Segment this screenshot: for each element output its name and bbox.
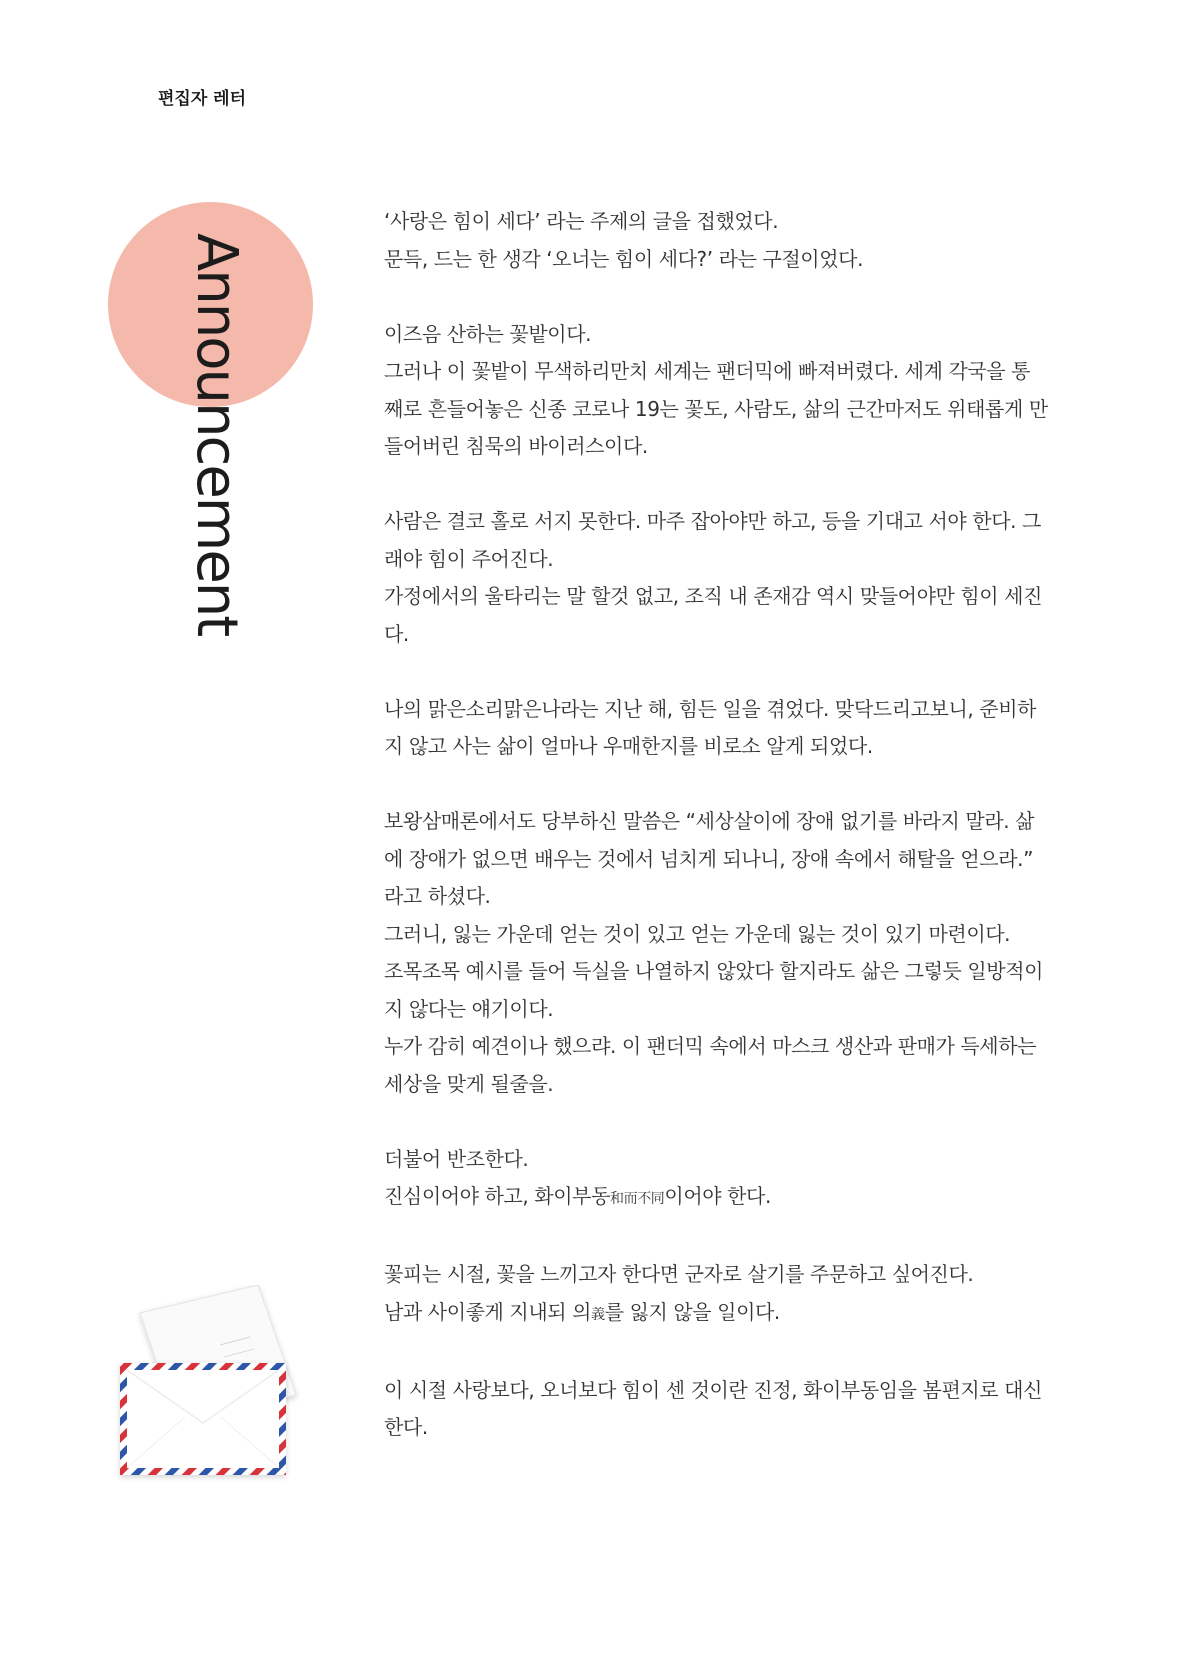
- text-line: 한다.: [384, 1415, 428, 1439]
- text-line: 세상을 맞게 될줄을.: [384, 1071, 554, 1096]
- text-line: 그러나 이 꽃밭이 무색하리만치 세계는 팬더믹에 빠져버렸다. 세계 각국을 통: [384, 359, 1031, 383]
- text-line: [384, 1178, 1064, 1219]
- text-line: 라고 하셨다.: [384, 884, 491, 908]
- text-line: 째로 흔들어놓은 신종 코로나 19는 꽃도, 사람도, 삶의 근간마저도 위태롭게 만: [384, 396, 1048, 421]
- text-line: 누가 감히 예견이나 했으랴. 이 팬더믹 속에서 마스크 생산과 판매가 득세하는: [384, 1034, 1037, 1058]
- text-line: 꽃피는 시절, 꽃을 느끼고자 한다면 군자로 살기를 주문하고 싶어진다.: [384, 1262, 974, 1286]
- text-line: 보왕삼매론에서도 당부하신 말씀은 “세상살이에 장애 없기를 바라지 말라. 삶: [384, 809, 1035, 833]
- text-line: 들어버린 침묵의 바이러스이다.: [384, 434, 648, 458]
- text-segment: 이어야 한다.: [664, 1184, 771, 1208]
- envelope-illustration: [100, 1285, 310, 1485]
- hanja-text: 義: [591, 1306, 605, 1323]
- text-line: 지 않다는 얘기이다.: [384, 996, 554, 1021]
- section-label: 편집자 레터: [158, 89, 247, 109]
- text-line: 래야 힘이 주어진다.: [384, 546, 554, 571]
- paragraph: [384, 1141, 1064, 1219]
- text-line: 조목조목 예시를 들어 득실을 나열하지 않았다 할지라도 삶은 그렇듯 일방적이: [384, 959, 1044, 983]
- text-line: 이 시절 사랑보다, 오너보다 힘이 센 것이란 진정, 화이부동임을 봄편지로 대신: [384, 1377, 1043, 1402]
- text-line: 이즈음 산하는 꽃밭이다.: [384, 321, 592, 346]
- paragraph: [384, 316, 1064, 466]
- text-line: 나의 맑은소리맑은나라는 지난 해, 힘든 일을 겪었다. 맞닥드리고보니, 준비하: [384, 696, 1037, 721]
- text-segment: 남과 사이좋게 지내되 의: [384, 1299, 592, 1324]
- paragraph: [384, 1256, 1064, 1334]
- text-segment: 를 잃지 않을 일이다.: [604, 1299, 780, 1324]
- paragraph: [384, 1372, 1064, 1447]
- paragraph: [384, 803, 1064, 1103]
- airmail-envelope-icon: [100, 1285, 310, 1485]
- text-line: 다.: [384, 621, 409, 646]
- paragraph: [384, 691, 1064, 766]
- announcement-title: Announcement: [184, 233, 249, 636]
- text-line: 지 않고 사는 삶이 얼마나 우매한지를 비로소 알게 되었다.: [384, 734, 873, 758]
- text-line: 더불어 반조한다.: [384, 1146, 529, 1171]
- letter-body: [384, 203, 1064, 1484]
- paragraph: [384, 203, 1064, 278]
- text-line: 그러니, 잃는 가운데 얻는 것이 있고 얻는 가운데 잃는 것이 있기 마련이다.: [384, 921, 1011, 946]
- text-line: 가정에서의 울타리는 말 할것 없고, 조직 내 존재감 역시 맞들어야만 힘이 세진: [384, 584, 1043, 608]
- hanja-text: 和而不同: [610, 1191, 665, 1207]
- text-line: 에 장애가 없으면 배우는 것에서 넘치게 되나니, 장애 속에서 해탈을 얻으라.”: [384, 846, 1034, 871]
- text-segment: 진심이어야 하고, 화이부동: [384, 1184, 610, 1208]
- text-line: [384, 1294, 1064, 1335]
- text-line: 사람은 결코 홀로 서지 못한다. 마주 잡아야만 하고, 등을 기대고 서야 한다. 그: [384, 509, 1041, 533]
- text-line: ‘사랑은 힘이 세다’ 라는 주제의 글을 접했었다.: [384, 209, 779, 233]
- paragraph: [384, 503, 1064, 653]
- text-line: 문득, 드는 한 생각 ‘오너는 힘이 세다?’ 라는 구절이었다.: [384, 246, 864, 271]
